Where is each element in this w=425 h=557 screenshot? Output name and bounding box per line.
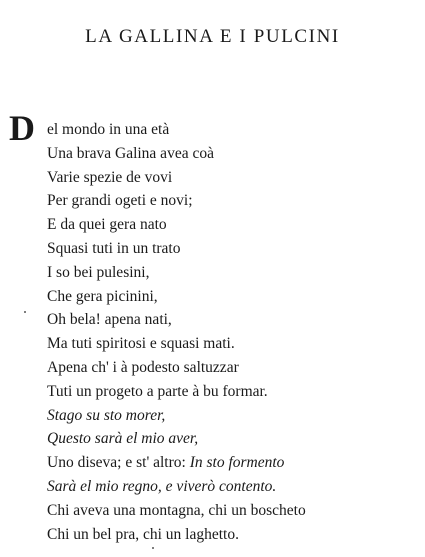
- poem-line: Per grandi ogeti e novi;: [47, 192, 193, 210]
- poem-line: Chi aveva una montagna, chi un boscheto: [47, 501, 306, 519]
- drop-cap: D: [9, 108, 35, 148]
- poem-line: Varie spezie de vovi: [47, 168, 173, 186]
- poem-title: LA GALLINA E I PULCINI: [85, 26, 340, 47]
- poem-line-italic: Sarà el mio regno, e viverò contento.: [47, 477, 277, 495]
- poem-line: I so bei pulesini,: [47, 263, 150, 281]
- poem-line-italic: Questo sarà el mio aver,: [47, 430, 199, 448]
- poem-line-mixed: [47, 451, 306, 475]
- poem-line-roman-part: Uno diseva; e st' altro:: [47, 454, 190, 472]
- poem-line: Chi un bel pra, chi un laghetto.: [47, 525, 239, 543]
- poem-body: [9, 108, 306, 546]
- poem-line: [9, 108, 306, 148]
- poem-line: Una brava Galina avea coà: [47, 144, 214, 162]
- poem-line: Ma tuti spiritosi e squasi mati.: [47, 335, 235, 353]
- poem-line-text: el mondo in una età: [47, 121, 170, 138]
- poem-line: Tuti un progeto a parte à bu formar.: [47, 382, 268, 400]
- ink-speck: [24, 311, 26, 313]
- poem-line: E da quei gera nato: [47, 216, 167, 234]
- poem-line: Che gera picinini,: [47, 287, 158, 305]
- poem-line: Squasi tuti in un trato: [47, 239, 181, 257]
- ink-speck: [152, 547, 154, 549]
- poem-line-italic-part: In sto formento: [189, 454, 285, 472]
- poem-line: Oh bela! apena nati,: [47, 311, 172, 329]
- poem-line-italic: Stago su sto morer,: [47, 406, 166, 424]
- poem-line: Apena ch' i à podesto saltuzzar: [47, 358, 239, 376]
